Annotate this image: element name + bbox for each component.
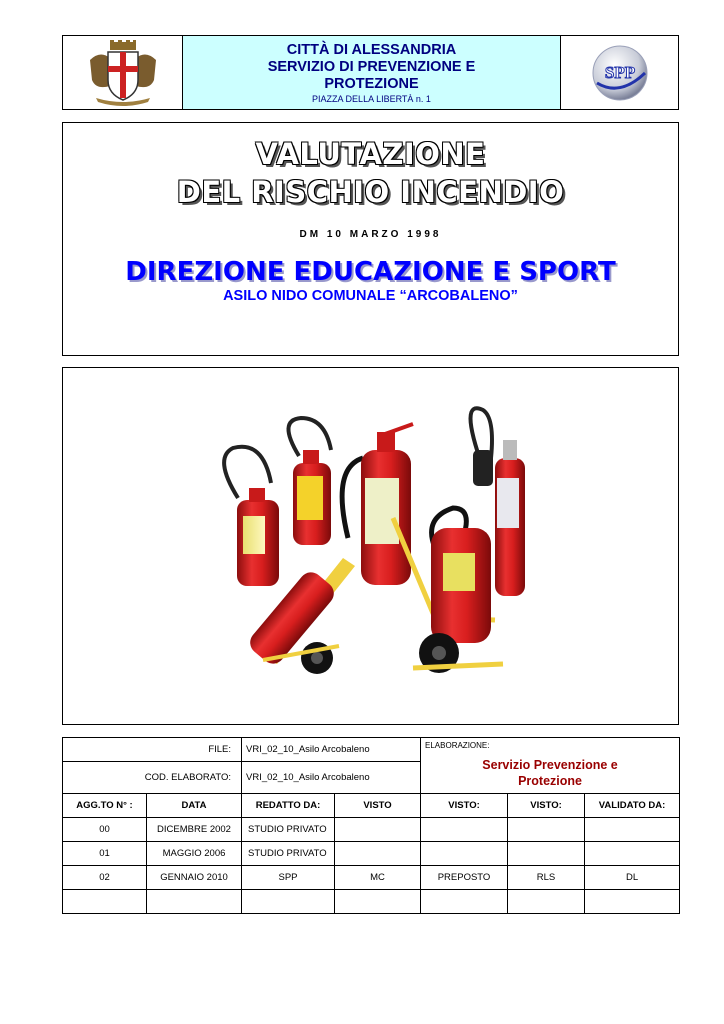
document-header (62, 35, 679, 110)
table-cell (147, 890, 242, 914)
column-header: VISTO (335, 794, 421, 818)
spp-logo-cell (560, 36, 678, 109)
table-cell (242, 890, 335, 914)
column-header: VALIDATO DA: (585, 794, 680, 818)
table-row (63, 842, 680, 866)
table-cell (421, 818, 508, 842)
column-header: DATA (147, 794, 242, 818)
table-cell (335, 842, 421, 866)
table-cell (585, 818, 680, 842)
table-cell: MAGGIO 2006 (147, 842, 242, 866)
table-cell (335, 890, 421, 914)
service-name-line2: PROTEZIONE (324, 76, 419, 92)
elaboration-value-line1: Servizio Prevenzione e (482, 758, 618, 772)
table-cell (508, 842, 585, 866)
service-name-line1: SERVIZIO DI PREVENZIONE E (267, 59, 476, 75)
code-value: VRI_02_10_Asilo Arcobaleno (242, 762, 421, 794)
table-cell: STUDIO PRIVATO (242, 818, 335, 842)
extinguisher-tall-center (342, 424, 413, 585)
extinguisher-small-center (288, 418, 331, 545)
extinguishers-image-box (62, 367, 679, 725)
table-row (63, 890, 680, 914)
table-cell (585, 890, 680, 914)
spp-logo-icon (587, 43, 653, 103)
main-title-line2: DEL RISCHIO INCENDIO (176, 175, 565, 209)
table-cell: 01 (63, 842, 147, 866)
decree-reference: DM 10 MARZO 1998 (299, 229, 442, 240)
elaboration-cell (421, 738, 680, 794)
table-cell (508, 818, 585, 842)
elaboration-value-line2: Protezione (518, 774, 582, 788)
table-cell: SPP (242, 866, 335, 890)
coat-of-arms-icon (86, 40, 160, 106)
table-cell: STUDIO PRIVATO (242, 842, 335, 866)
direction-name: DIREZIONE EDUCAZIONE E SPORT (125, 257, 616, 287)
table-cell (508, 890, 585, 914)
fire-extinguishers-illustration (63, 368, 680, 726)
file-value: VRI_02_10_Asilo Arcobaleno (242, 738, 421, 762)
table-row (63, 818, 680, 842)
table-cell: GENNAIO 2010 (147, 866, 242, 890)
column-header: AGG.TO N° : (63, 794, 147, 818)
address: PIAZZA DELLA LIBERTÀ n. 1 (312, 94, 431, 104)
table-cell: DICEMBRE 2002 (147, 818, 242, 842)
document-revision-table (62, 737, 680, 914)
facility-name: ASILO NIDO COMUNALE “ARCOBALENO” (223, 288, 518, 304)
city-name: CITTÀ DI ALESSANDRIA (286, 42, 457, 58)
table-cell: PREPOSTO (421, 866, 508, 890)
table-row (63, 866, 680, 890)
file-label: FILE: (63, 738, 242, 762)
table-cell: DL (585, 866, 680, 890)
table-cell (585, 842, 680, 866)
extinguisher-small-left (224, 447, 279, 586)
main-title-line1: VALUTAZIONE (255, 137, 486, 171)
column-header: VISTO: (421, 794, 508, 818)
column-header: VISTO: (508, 794, 585, 818)
city-coat-of-arms-cell (63, 36, 183, 109)
table-cell: 02 (63, 866, 147, 890)
table-cell: RLS (508, 866, 585, 890)
elaboration-label: ELABORAZIONE: (425, 741, 490, 750)
code-label: COD. ELABORATO: (63, 762, 242, 794)
header-title-block (183, 36, 560, 109)
table-cell (421, 890, 508, 914)
column-header: REDATTO DA: (242, 794, 335, 818)
table-header-row (63, 794, 680, 818)
table-cell (335, 818, 421, 842)
table-cell: 00 (63, 818, 147, 842)
table-cell: MC (335, 866, 421, 890)
table-cell (63, 890, 147, 914)
spp-logo-text: SPP (604, 62, 635, 82)
table-cell (421, 842, 508, 866)
title-box (62, 122, 679, 356)
